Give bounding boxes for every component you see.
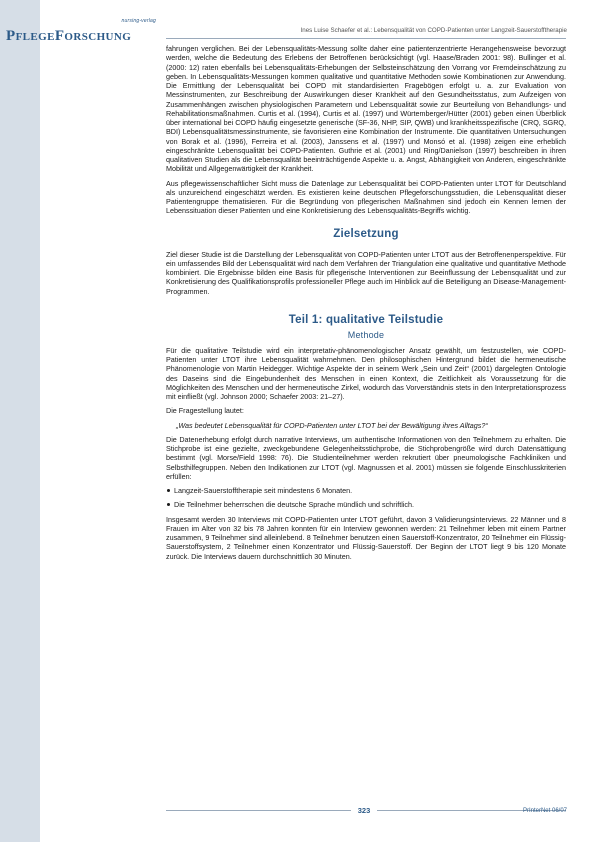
inclusion-criteria-list (166, 486, 566, 510)
paragraph: Aus pflegewissenschaftlicher Sicht muss die Datenlage zur Lebensqualität bei COPD-Patienten unter LTOT für Deutschland als unzureichend eingeschätzt werden. Es existieren keine deutschen Pflegeforschungsstudien, die Lebensqualität dieser Patientengruppe thematisieren. Für die Begründung von pflegerischen Maßnahmen sind jedoch ein Kennen lernen der Lebenssituation dieser Patienten und eine Konkretisierung des Lebensqualitäts-Begriffs wichtig. (166, 178, 566, 216)
paragraph: Insgesamt werden 30 Interviews mit COPD-Patienten unter LTOT geführt, davon 3 Validierungsinterviews. 22 Männer und 8 Frauen im Alter von 32 bis 78 Jahren konnten für ein Interview gewonnen werden: 21 Teilnehmer leben mit einem Partner zusammen, 9 Teilnehmer sind alleinlebend. 8 Teilnehmer benutzen einen Sauerstoff-Konzentrator, 20 Teilnehmer ein Flüssig-Sauerstoffsystem, 2 Teilnehmer einen Konzentrator und Flüssig-Sauerstoff. Der Beginn der LTOT liegt 9 bis 120 Monate zurück. Die Interviews dauern durchschnittlich 30 Minuten. (166, 514, 566, 561)
publisher-mark: nursing-verlag (121, 18, 156, 24)
section-heading-teil1: Teil 1: qualitative Teilstudie (288, 313, 444, 326)
paragraph: Ziel dieser Studie ist die Darstellung der Lebensqualität von COPD-Patienten unter LTOT aus der Betroffenenperspektive. Für ein umfassendes Bild der Lebensqualität wird nach dem Verfahren der Triangulation eine qualitative und quantitative Methode kombiniert. Die Ergebnisse bilden eine Basis für pflegerische Interventionen zur Beeinflussung der Lebensqualität und zur Konkretisierung des Qualifikationsprofils professioneller Pflege auch im Hinblick auf die Beteiligung an Disease-Management-Programmen. (166, 249, 566, 296)
list-item: Langzeit-Sauerstofftherapie seit mindestens 6 Monaten. (166, 486, 566, 495)
article-body (166, 44, 566, 566)
journal-name: PflegeForschung (6, 28, 132, 44)
running-head: Ines Luise Schaefer et al.: Lebensqualität von COPD-Patienten unter Langzeit-Sauerstofftherapie (300, 27, 567, 34)
list-item: Die Teilnehmer beherrschen die deutsche Sprache mündlich und schriftlich. (166, 500, 566, 509)
paragraph: Die Fragestellung lautet: (166, 406, 244, 416)
journal-logo (6, 18, 156, 48)
header-rule (166, 38, 566, 39)
research-question-quote: „Was bedeutet Lebensqualität für COPD-Patienten unter LTOT bei der Bewältigung ihres Alltags?“ (176, 420, 488, 430)
subsection-heading-methode: Methode (347, 329, 385, 340)
paragraph: Die Datenerhebung erfolgt durch narrative Interviews, um authentische Informationen von den Teilnehmern zu erhalten. Die Stichprobe ist eine gezielte, zweckgebundene Gelegenheitsstichprobe, die Stichprobengröße wird durch Datensättigung bestimmt (vgl. Morse/Field 1998: 76). Die Studienteilnehmer werden rekrutiert über pneumologische Fachkliniken und Selbsthilfegruppen. Neben den Indikationen zur LTOT (vgl. Magnussen et al. 2001) müssen sie folgende Einschlusskriterien erfüllen: (166, 434, 566, 481)
journal-issue: PrInterNet 06/07 (522, 808, 567, 814)
section-heading-zielsetzung: Zielsetzung (333, 227, 399, 240)
left-margin-band (0, 0, 40, 842)
paragraph: Für die qualitative Teilstudie wird ein interpretativ-phänomenologischer Ansatz gewählt, um festzustellen, wie COPD-Patienten unter LTOT ihre Lebensqualität wahrnehmen. Den philosophischen Hintergrund bildet die hermeneutische Phänomenologie von Martin Heidegger. Wichtige Aspekte der in seinem Werk „Sein und Zeit“ (2001) dargelegten Ontologie des Daseins sind die Eingebundenheit des Menschen in einen Kontext, die Zeitlichkeit als Voraussetzung für die Möglichkeiten des Menschen und der hermeneutische Zirkel, wodurch das Vorverständnis stets in den Interpretationsprozess mit einfließt (vgl. Johnson 2000; Schaefer 2003: 21–27). (166, 345, 566, 401)
paragraph: fahrungen verglichen. Bei der Lebensqualitäts-Messung sollte daher eine patientenzentrierte Herangehensweise bevorzugt werden, welche die Bedeutung des Erlebens der Betroffenen berücksichtigt (vgl. Haase/Braden 2001: 98). Bullinger et al. (2000: 12) raten ebenfalls bei Lebensqualitäts-Erhebungen der Selbsteinschätzung den Vorrang vor Fremdeinschätzung zu geben. In Lebensqualitäts-Messungen kommen qualitative und quantitative Methoden sowie Kombinationen zur Anwendung. Die Ermittlung der Lebensqualität bei COPD mit standardisierten Fragebögen erfolgt u. a. zur Evaluation von Messinstrumenten, zur Beschreibung der Auswirkungen dieser Krankheit auf den Gesundheitsstatus, zum Aufzeigen von Zusammenhängen zwischen physiologischen Parametern und Lebensqualität sowie zur Beurteilung von Behandlungs- und Rehabilitationsmaßnahmen. Curtis et al. (1994), Curtis et al. (1997) und Würtemberger/Hütter (2001) geben einen Überblick über international bei COPD häufig eingesetzte generische (SF-36, NHP, SIP, QWB) und krankheitsspezifische (CRQ, SGRQ, BDI) Lebensqualitätsmessinstrumente, sie favorisieren eine Kombination der Instrumente. Die quantitativen Untersuchungen von Borak et al. (1996), Ferreira et al. (2003), Janssens et al. (1997) und Monsó et al. (1998) zeigen eine erheblich eingeschränkte Lebensqualität bei COPD-Patienten. Guthrie et al. (2001) und Ring/Danielson (1997) beschreiben in ihren qualitativen Studien als die Lebensqualität beeinträchtigende Aspekte u. a. Angst, Abhängigkeit von Anderen, eingeschränkte Mobilität und Allgegenwärtigkeit der Krankheit. (166, 44, 566, 174)
page-number: 323 (351, 806, 377, 816)
